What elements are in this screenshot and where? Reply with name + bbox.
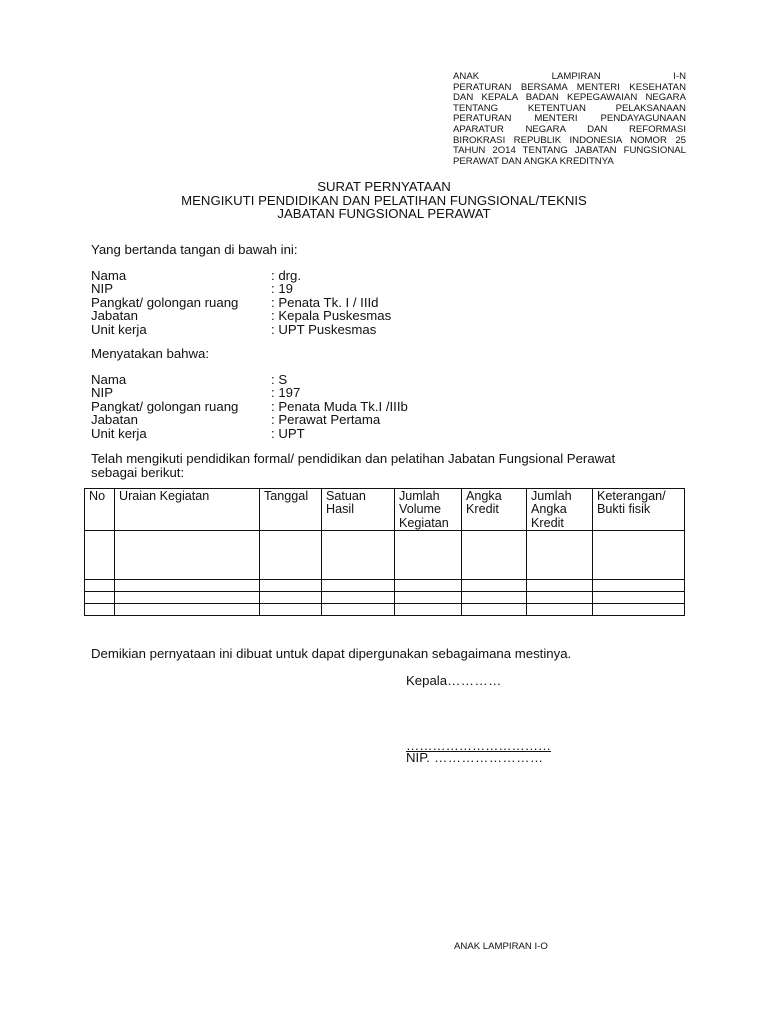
table-cell[interactable]: [395, 531, 462, 580]
attachment-reference-header: [453, 72, 686, 167]
table-cell[interactable]: [115, 580, 260, 592]
table-cell[interactable]: [395, 592, 462, 604]
statement-text: [91, 452, 691, 479]
field-value: : Perawat Pertama: [271, 412, 381, 428]
table-row: [85, 580, 685, 592]
table-cell[interactable]: [115, 592, 260, 604]
header-line: TENTANG KETENTUAN PELAKSANAAN: [453, 102, 686, 114]
document-subtitle-2: JABATAN FUNGSIONAL PERAWAT: [277, 206, 491, 221]
table-cell[interactable]: [593, 592, 685, 604]
field-value: : UPT Puskesmas: [271, 321, 377, 337]
table-row: [85, 592, 685, 604]
next-attachment-reference: ANAK LAMPIRAN I-O: [454, 941, 548, 952]
activity-table: [84, 488, 685, 616]
info-row: [91, 269, 491, 282]
field-label: NIP: [91, 385, 113, 401]
header-line: BIROKRASI REPUBLIK INDONESIA NOMOR 25: [453, 134, 686, 146]
table-cell[interactable]: [395, 580, 462, 592]
column-header: Satuan Hasil: [322, 489, 395, 531]
header-line: DAN KEPALA BADAN KEPEGAWAIAN NEGARA: [453, 92, 686, 104]
info-row: [91, 323, 491, 336]
signatory-title: [406, 673, 502, 688]
table-cell[interactable]: [85, 531, 115, 580]
table-cell[interactable]: [593, 604, 685, 616]
table-cell[interactable]: [527, 604, 593, 616]
subject-info: [91, 373, 491, 440]
table-cell[interactable]: [115, 604, 260, 616]
field-value: : 19: [271, 281, 293, 297]
header-line: ANAK LAMPIRAN I-N: [453, 71, 686, 82]
table-cell[interactable]: [527, 592, 593, 604]
field-label: Nama: [91, 372, 127, 387]
field-value: : S: [271, 372, 288, 387]
column-header: Tanggal: [260, 489, 322, 531]
nip-dots: ……………………: [429, 750, 544, 765]
column-header: Uraian Kegiatan: [115, 489, 260, 531]
table-cell[interactable]: [260, 604, 322, 616]
table-cell[interactable]: [322, 592, 395, 604]
nip-label: NIP.: [406, 750, 430, 765]
table-cell[interactable]: [260, 592, 322, 604]
field-label: NIP: [91, 281, 113, 297]
field-value: : Kepala Puskesmas: [271, 308, 392, 324]
column-header: No: [85, 489, 115, 531]
signatory-title-dots: …………: [447, 673, 502, 688]
header-line: PERATURAN BERSAMA MENTERI KESEHATAN: [453, 81, 686, 93]
table-cell[interactable]: [462, 592, 527, 604]
table-cell[interactable]: [395, 604, 462, 616]
field-label: Jabatan: [91, 308, 138, 324]
table-cell[interactable]: [322, 531, 395, 580]
table-header-row: [85, 489, 685, 531]
signatory-title-label: Kepala: [406, 673, 448, 688]
info-row: [91, 282, 491, 295]
table-cell[interactable]: [527, 580, 593, 592]
info-row: [91, 386, 491, 399]
info-row: [91, 296, 491, 309]
document-subtitle: MENGIKUTI PENDIDIKAN DAN PELATIHAN FUNGSIONAL/TEKNIS: [181, 193, 587, 208]
table-cell[interactable]: [115, 531, 260, 580]
header-line: PERATURAN MENTERI PENDAYAGUNAAN: [453, 113, 686, 125]
header-line: APARATUR NEGARA DAN REFORMASI: [453, 123, 686, 135]
table-cell[interactable]: [85, 592, 115, 604]
declares-text: Menyatakan bahwa:: [91, 346, 210, 361]
field-label: Nama: [91, 268, 127, 283]
document-title: SURAT PERNYATAAN: [317, 179, 451, 194]
table-cell[interactable]: [462, 604, 527, 616]
field-label: Unit kerja: [91, 425, 147, 441]
table-cell[interactable]: [527, 531, 593, 580]
table-cell[interactable]: [260, 580, 322, 592]
table-cell[interactable]: [322, 604, 395, 616]
table-cell[interactable]: [85, 580, 115, 592]
table-cell[interactable]: [462, 531, 527, 580]
info-row: [91, 400, 491, 413]
table-cell[interactable]: [85, 604, 115, 616]
table-cell[interactable]: [462, 580, 527, 592]
field-label: Pangkat/ golongan ruang: [91, 294, 239, 310]
table-cell[interactable]: [260, 531, 322, 580]
closing-statement: Demikian pernyataan ini dibuat untuk dapat dipergunakan sebagaimana mestinya.: [91, 646, 572, 661]
field-value: : Penata Muda Tk.I /IIIb: [271, 398, 408, 414]
field-value: : Penata Tk. I / IIId: [271, 294, 379, 310]
table-row: [85, 531, 685, 580]
table-cell[interactable]: [593, 531, 685, 580]
table-cell[interactable]: [322, 580, 395, 592]
column-header: Jumlah Volume Kegiatan: [395, 489, 462, 531]
info-row: [91, 427, 491, 440]
field-label: Unit kerja: [91, 321, 147, 337]
column-header: Keterangan/ Bukti fisik: [593, 489, 685, 531]
statement-line: sebagai berikut:: [91, 464, 185, 480]
field-value: : 197: [271, 385, 301, 401]
field-label: Pangkat/ golongan ruang: [91, 398, 239, 414]
header-line: TAHUN 2O14 TENTANG JABATAN FUNGSIONAL: [453, 145, 686, 157]
field-value: : UPT: [271, 425, 305, 441]
table-cell[interactable]: [593, 580, 685, 592]
header-line: PERAWAT DAN ANGKA KREDITNYA: [453, 155, 614, 167]
field-value: : drg.: [271, 268, 302, 283]
field-label: Jabatan: [91, 412, 138, 428]
table-row: [85, 604, 685, 616]
signatory-name-blank: ……………………………: [406, 738, 552, 753]
info-row: [91, 413, 491, 426]
info-row: [91, 309, 491, 322]
signatory-nip: [406, 750, 544, 765]
column-header: Angka Kredit: [462, 489, 527, 531]
signer-info: [91, 269, 491, 336]
info-row: [91, 373, 491, 386]
column-header: Jumlah Angka Kredit: [527, 489, 593, 531]
statement-line: Telah mengikuti pendidikan formal/ pendidikan dan pelatihan Jabatan Fungsional Perawat: [91, 451, 616, 466]
intro-text: Yang bertanda tangan di bawah ini:: [91, 242, 298, 257]
